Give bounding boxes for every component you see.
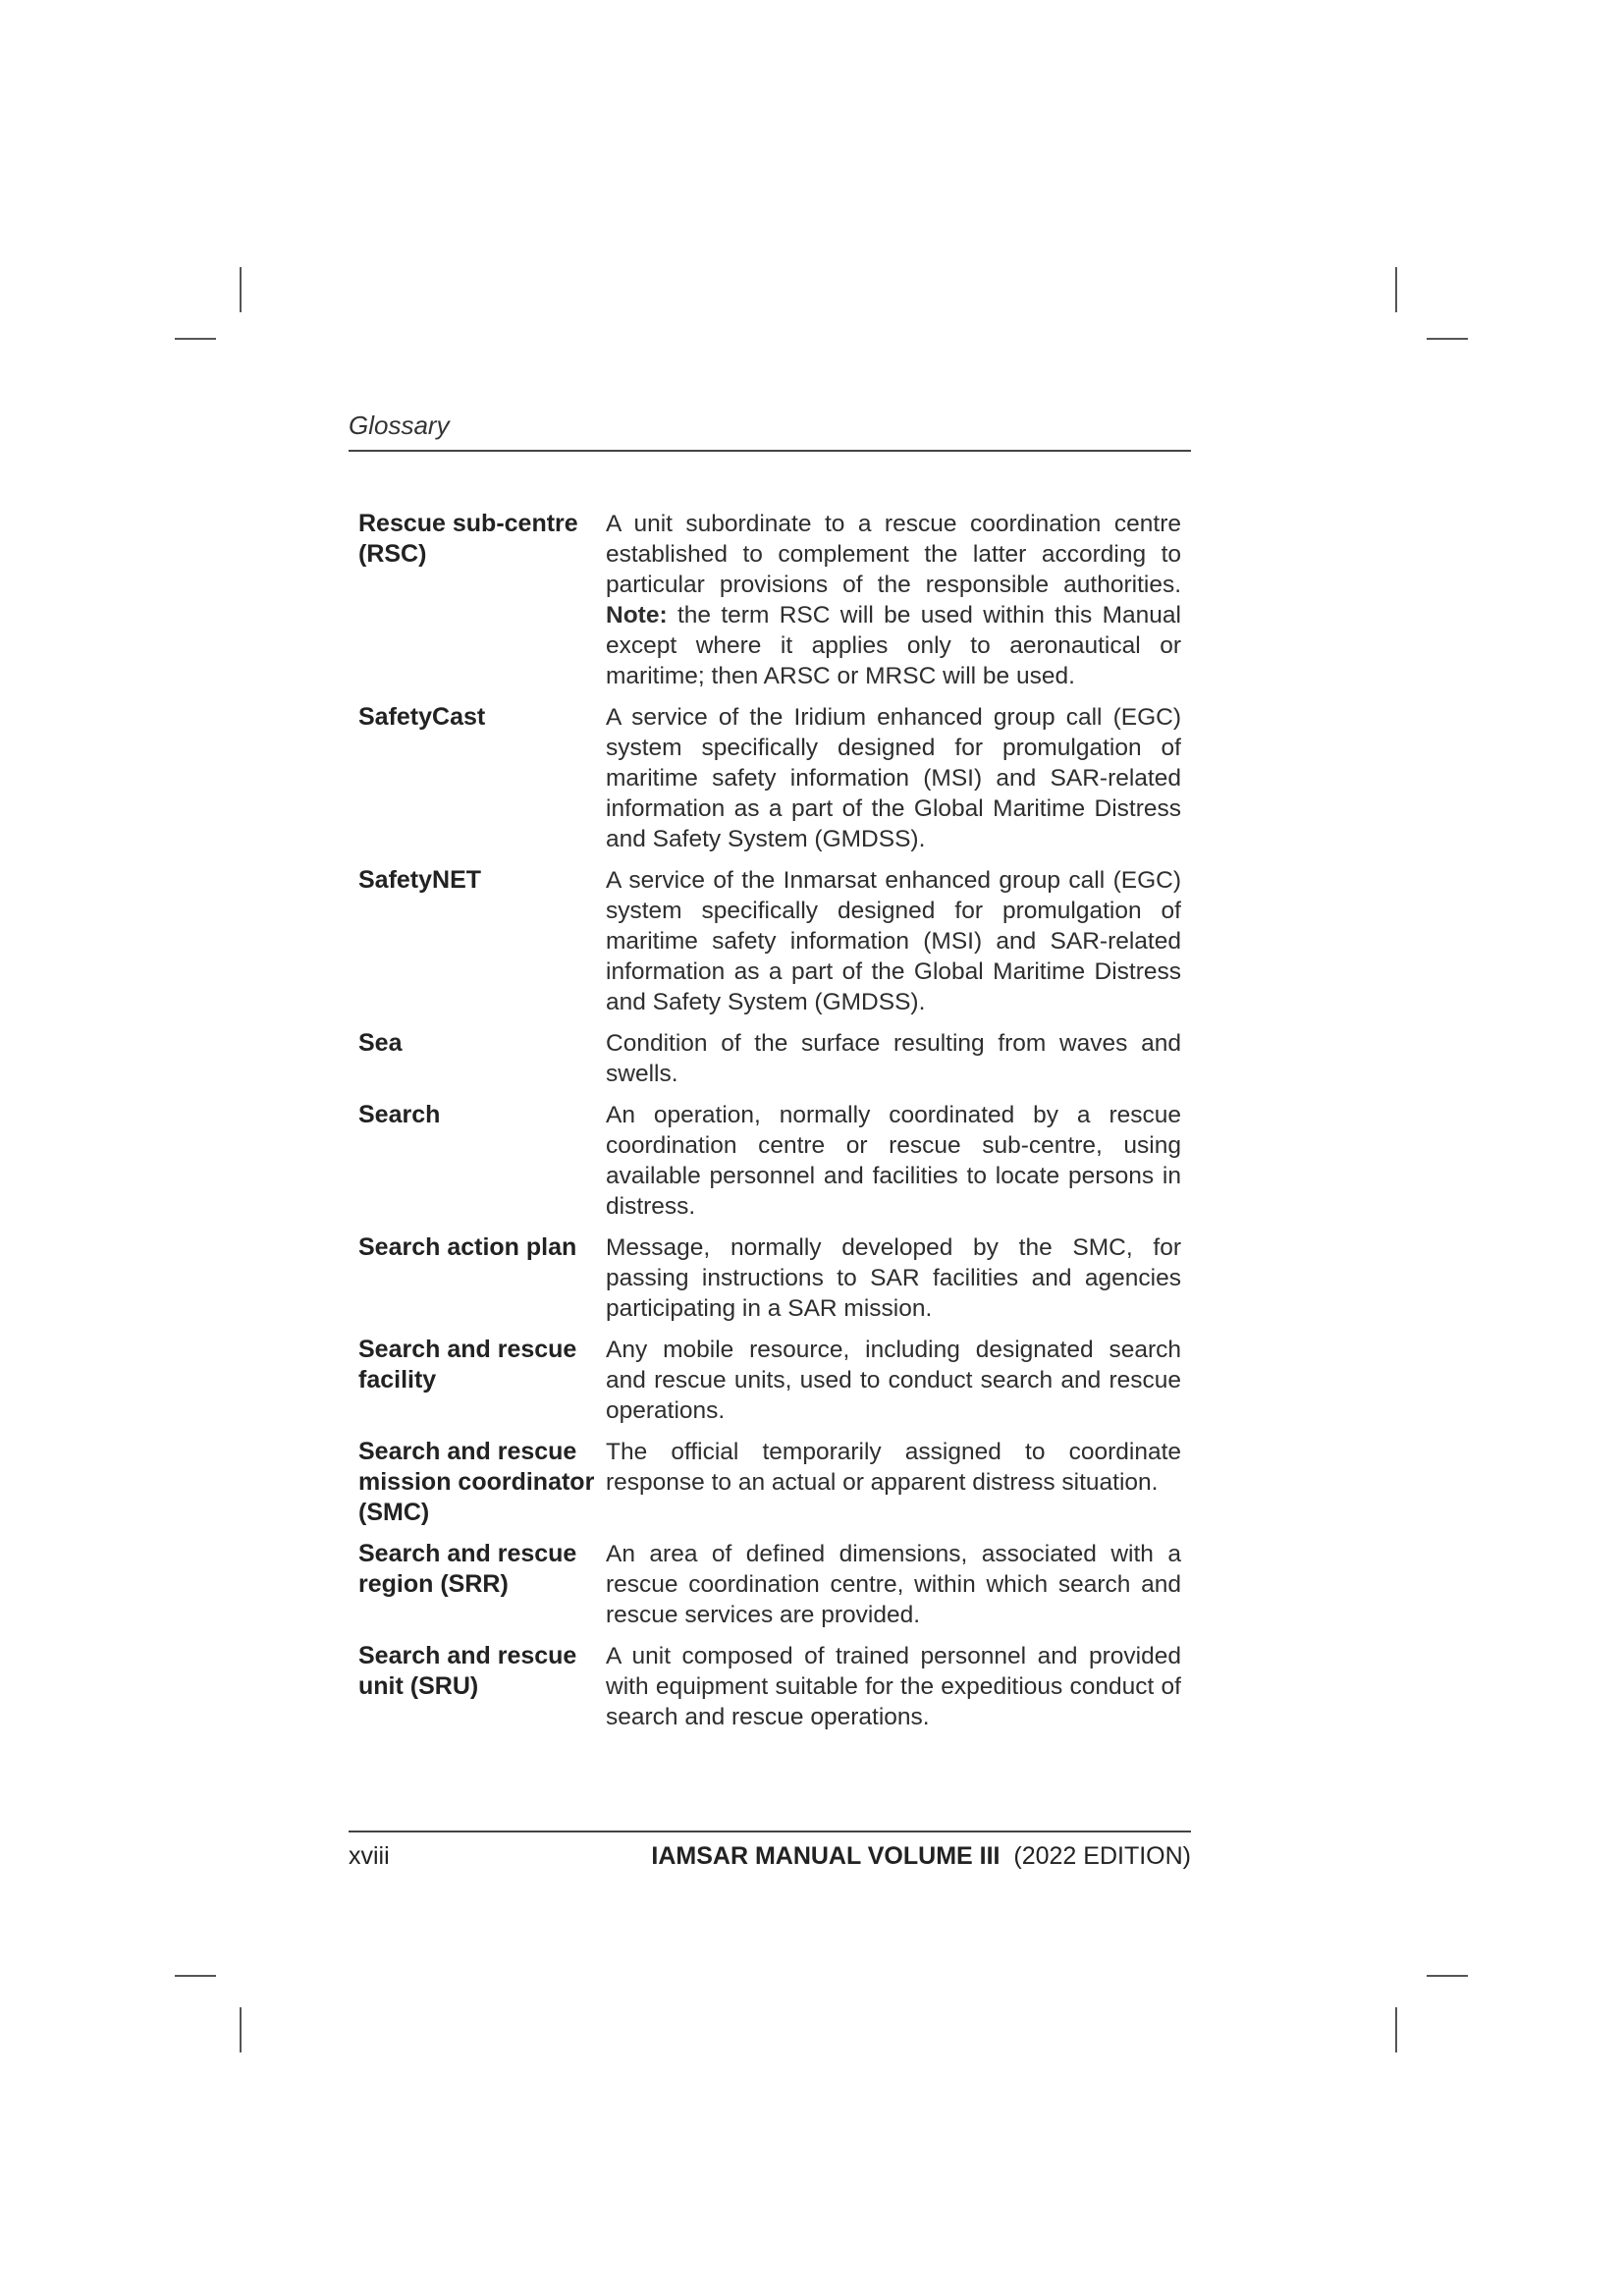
- crop-mark-bottom-right-vertical: [1395, 2007, 1397, 2052]
- glossary-entry: [358, 1539, 1181, 1630]
- glossary-entry: [358, 1437, 1181, 1528]
- crop-mark-bottom-left-horizontal: [175, 1975, 216, 1977]
- glossary-entry: [358, 1641, 1181, 1732]
- glossary-definition: A service of the Inmarsat enhanced group call (EGC) system specifically designed for promulgation of maritime safety information (MSI) and SAR-related information as a part of the Global Maritime Distress and Safety System (GMDSS).: [606, 867, 1181, 1015]
- glossary-entry: [358, 1232, 1181, 1324]
- glossary-entry: [358, 509, 1181, 691]
- crop-mark-top-right-horizontal: [1427, 338, 1468, 340]
- glossary-entry: [358, 1028, 1181, 1089]
- glossary-term: Search and rescue unit (SRU): [358, 1642, 577, 1700]
- publication-title: IAMSAR MANUAL VOLUME III (2022 EDITION): [651, 1842, 1191, 1870]
- glossary-definition: A unit composed of trained personnel and provided with equipment suitable for the expeditious conduct of search and rescue operations.: [606, 1643, 1181, 1730]
- glossary-list: [358, 509, 1181, 1743]
- glossary-term: SafetyNET: [358, 866, 482, 894]
- glossary-term: Search action plan: [358, 1233, 577, 1261]
- note-label: Note:: [606, 602, 668, 629]
- crop-mark-top-right-vertical: [1395, 267, 1397, 312]
- glossary-entry: [358, 1335, 1181, 1426]
- glossary-definition: An operation, normally coordinated by a rescue coordination centre or rescue sub-centre, using available personnel and facilities to locate persons in distress.: [606, 1102, 1181, 1220]
- crop-mark-top-left-vertical: [240, 267, 242, 312]
- glossary-term: Search: [358, 1101, 441, 1128]
- glossary-term: Search and rescue region (SRR): [358, 1540, 577, 1598]
- glossary-definition: Message, normally developed by the SMC, for passing instructions to SAR facilities and agencies participating in a SAR mission.: [606, 1234, 1181, 1322]
- glossary-term: Sea: [358, 1029, 403, 1057]
- glossary-entry: [358, 865, 1181, 1017]
- running-header: Glossary: [349, 410, 450, 440]
- glossary-definition: Any mobile resource, including designated search and rescue units, used to conduct search and rescue operations.: [606, 1337, 1181, 1424]
- glossary-definition: A unit subordinate to a rescue coordination centre established to complement the latter according to particular provisions of the responsible authorities. Note: the term RSC will be used within this Manual except where it applies only to aeronautical or maritime; then ARSC or MRSC will be used.: [606, 511, 1181, 689]
- crop-mark-bottom-right-horizontal: [1427, 1975, 1468, 1977]
- glossary-entry: [358, 1100, 1181, 1222]
- glossary-term: Search and rescue mission coordinator (SMC): [358, 1438, 595, 1526]
- footer-rule: [349, 1831, 1191, 1832]
- glossary-term: SafetyCast: [358, 703, 486, 731]
- glossary-entry: [358, 702, 1181, 854]
- glossary-definition: Condition of the surface resulting from waves and swells.: [606, 1030, 1181, 1087]
- glossary-term: Rescue sub-centre (RSC): [358, 510, 578, 568]
- header-rule: [349, 450, 1191, 452]
- glossary-definition: The official temporarily assigned to coordinate response to an actual or apparent distress situation.: [606, 1439, 1181, 1496]
- glossary-term: Search and rescue facility: [358, 1336, 577, 1394]
- glossary-definition: A service of the Iridium enhanced group call (EGC) system specifically designed for promulgation of maritime safety information (MSI) and SAR-related information as a part of the Global Maritime Distress and Safety System (GMDSS).: [606, 704, 1181, 852]
- crop-mark-top-left-horizontal: [175, 338, 216, 340]
- crop-mark-bottom-left-vertical: [240, 2007, 242, 2052]
- edition: (2022 EDITION): [1013, 1842, 1191, 1870]
- glossary-definition: An area of defined dimensions, associated with a rescue coordination centre, within which search and rescue services are provided.: [606, 1541, 1181, 1628]
- page-number: xviii: [349, 1842, 390, 1870]
